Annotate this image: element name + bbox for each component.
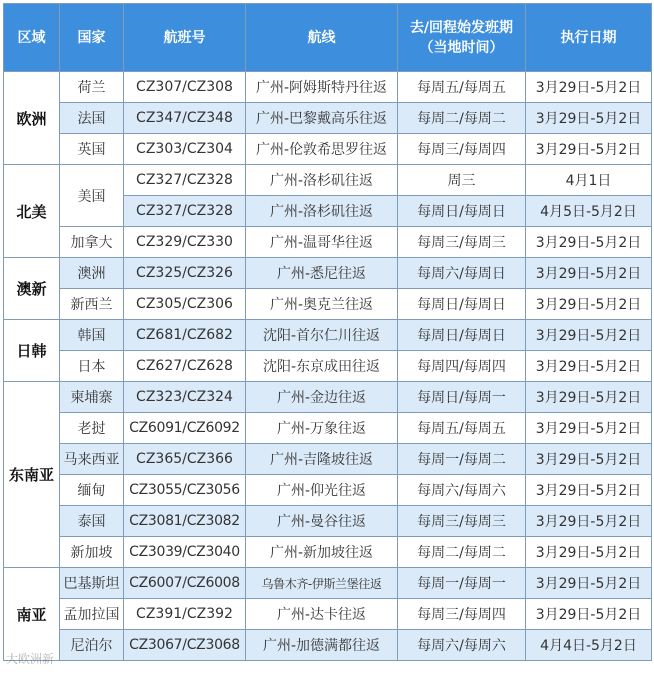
flight-cell: CZ307/CZ308 — [124, 72, 246, 103]
dates-cell: 3月29日-5月2日 — [526, 537, 652, 568]
flight-schedule-table — [3, 3, 652, 661]
country-cell: 日本 — [60, 351, 124, 382]
route-cell: 沈阳-东京成田往返 — [246, 351, 398, 382]
header-country: 国家 — [60, 4, 124, 72]
table-row — [4, 382, 652, 413]
country-cell: 泰国 — [60, 506, 124, 537]
country-cell: 孟加拉国 — [60, 599, 124, 630]
header-schedule-line2: （当地时间） — [419, 39, 504, 56]
schedule-cell: 每周六/每周六 — [398, 475, 526, 506]
header-region: 区域 — [4, 4, 60, 72]
country-cell: 英国 — [60, 134, 124, 165]
dates-cell: 3月29日-5月2日 — [526, 568, 652, 599]
flight-cell: CZ347/CZ348 — [124, 103, 246, 134]
schedule-cell: 每周日/每周日 — [398, 320, 526, 351]
schedule-cell: 周三 — [398, 165, 526, 196]
region-cell: 澳新 — [4, 258, 60, 320]
route-cell: 广州-阿姆斯特丹往返 — [246, 72, 398, 103]
region-cell: 南亚 — [4, 568, 60, 661]
schedule-cell: 每周日/每周日 — [398, 196, 526, 227]
schedule-cell: 每周六/每周日 — [398, 258, 526, 289]
country-cell: 荷兰 — [60, 72, 124, 103]
flight-cell: CZ305/CZ306 — [124, 289, 246, 320]
schedule-cell: 每周三/每周三 — [398, 506, 526, 537]
schedule-cell: 每周一/每周一 — [398, 568, 526, 599]
country-cell: 巴基斯坦 — [60, 568, 124, 599]
table-row — [4, 72, 652, 103]
schedule-cell: 每周三/每周四 — [398, 134, 526, 165]
flight-cell: CZ323/CZ324 — [124, 382, 246, 413]
dates-cell: 4月5日-5月2日 — [526, 196, 652, 227]
dates-cell: 3月29日-5月2日 — [526, 72, 652, 103]
route-cell: 广州-巴黎戴高乐往返 — [246, 103, 398, 134]
country-cell: 尼泊尔 — [60, 630, 124, 661]
dates-cell: 4月1日 — [526, 165, 652, 196]
flight-cell: CZ6091/CZ6092 — [124, 413, 246, 444]
country-cell: 加拿大 — [60, 227, 124, 258]
country-cell: 新加坡 — [60, 537, 124, 568]
country-cell: 柬埔寨 — [60, 382, 124, 413]
schedule-cell: 每周三/每周三 — [398, 227, 526, 258]
dates-cell: 3月29日-5月2日 — [526, 599, 652, 630]
table-row — [4, 506, 652, 537]
table-row — [4, 134, 652, 165]
dates-cell: 3月29日-5月2日 — [526, 506, 652, 537]
schedule-cell: 每周五/每周五 — [398, 413, 526, 444]
route-cell: 广州-吉隆坡往返 — [246, 444, 398, 475]
table-row — [4, 475, 652, 506]
flight-cell: CZ3081/CZ3082 — [124, 506, 246, 537]
schedule-cell: 每周日/每周一 — [398, 382, 526, 413]
schedule-cell: 每周五/每周五 — [398, 72, 526, 103]
flight-cell: CZ3055/CZ3056 — [124, 475, 246, 506]
flight-cell: CZ681/CZ682 — [124, 320, 246, 351]
schedule-cell: 每周日/每周日 — [398, 289, 526, 320]
route-cell: 广州-悉尼往返 — [246, 258, 398, 289]
header-flight: 航班号 — [124, 4, 246, 72]
route-cell: 广州-新加坡往返 — [246, 537, 398, 568]
country-cell: 法国 — [60, 103, 124, 134]
table-row — [4, 351, 652, 382]
header-schedule — [398, 4, 526, 72]
header-dates: 执行日期 — [526, 4, 652, 72]
flight-cell: CZ365/CZ366 — [124, 444, 246, 475]
flight-cell: CZ627/CZ628 — [124, 351, 246, 382]
schedule-cell: 每周四/每周四 — [398, 351, 526, 382]
route-cell: 乌鲁木齐-伊斯兰堡往返 — [246, 568, 398, 599]
dates-cell: 3月29日-5月2日 — [526, 103, 652, 134]
header-schedule-line1: 去/回程始发班期 — [409, 19, 514, 36]
region-cell: 东南亚 — [4, 382, 60, 568]
country-cell: 澳洲 — [60, 258, 124, 289]
flight-cell: CZ303/CZ304 — [124, 134, 246, 165]
schedule-cell: 每周六/每周六 — [398, 630, 526, 661]
table-row — [4, 258, 652, 289]
table-row — [4, 227, 652, 258]
schedule-cell: 每周二/每周二 — [398, 537, 526, 568]
schedule-cell: 每周一/每周二 — [398, 444, 526, 475]
flight-cell: CZ329/CZ330 — [124, 227, 246, 258]
route-cell: 广州-温哥华往返 — [246, 227, 398, 258]
dates-cell: 3月29日-5月2日 — [526, 134, 652, 165]
route-cell: 广州-奥克兰往返 — [246, 289, 398, 320]
route-cell: 广州-万象往返 — [246, 413, 398, 444]
region-cell: 北美 — [4, 165, 60, 258]
flight-cell: CZ327/CZ328 — [124, 196, 246, 227]
table-row — [4, 537, 652, 568]
table-row — [4, 165, 652, 196]
table-row — [4, 103, 652, 134]
header-row — [4, 4, 652, 72]
table-row — [4, 320, 652, 351]
watermark: 大欧洲新 — [6, 652, 55, 666]
route-cell: 广州-金边往返 — [246, 382, 398, 413]
route-cell: 沈阳-首尔仁川往返 — [246, 320, 398, 351]
region-cell: 欧洲 — [4, 72, 60, 165]
table-row — [4, 599, 652, 630]
flight-cell: CZ3039/CZ3040 — [124, 537, 246, 568]
region-cell: 日韩 — [4, 320, 60, 382]
flight-cell: CZ6007/CZ6008 — [124, 568, 246, 599]
route-cell: 广州-仰光往返 — [246, 475, 398, 506]
table-row — [4, 630, 652, 661]
header-route: 航线 — [246, 4, 398, 72]
flight-cell: CZ391/CZ392 — [124, 599, 246, 630]
dates-cell: 3月29日-5月2日 — [526, 258, 652, 289]
table-row — [4, 413, 652, 444]
country-cell: 美国 — [60, 165, 124, 227]
country-cell: 老挝 — [60, 413, 124, 444]
flight-cell: CZ3067/CZ3068 — [124, 630, 246, 661]
route-cell: 广州-达卡往返 — [246, 599, 398, 630]
dates-cell: 3月29日-5月2日 — [526, 320, 652, 351]
table-row — [4, 568, 652, 599]
dates-cell: 3月29日-5月2日 — [526, 444, 652, 475]
dates-cell: 4月4日-5月2日 — [526, 630, 652, 661]
dates-cell: 3月29日-5月2日 — [526, 475, 652, 506]
schedule-cell: 每周三/每周四 — [398, 599, 526, 630]
route-cell: 广州-曼谷往返 — [246, 506, 398, 537]
table-row — [4, 289, 652, 320]
country-cell: 韩国 — [60, 320, 124, 351]
flight-cell: CZ325/CZ326 — [124, 258, 246, 289]
route-cell: 广州-加德满都往返 — [246, 630, 398, 661]
dates-cell: 3月29日-5月2日 — [526, 351, 652, 382]
table-row — [4, 444, 652, 475]
flight-cell: CZ327/CZ328 — [124, 165, 246, 196]
dates-cell: 3月29日-5月2日 — [526, 227, 652, 258]
route-cell: 广州-洛杉矶往返 — [246, 165, 398, 196]
route-cell: 广州-伦敦希思罗往返 — [246, 134, 398, 165]
country-cell: 马来西亚 — [60, 444, 124, 475]
country-cell: 新西兰 — [60, 289, 124, 320]
dates-cell: 3月29日-5月2日 — [526, 382, 652, 413]
route-cell: 广州-洛杉矶往返 — [246, 196, 398, 227]
dates-cell: 3月29日-5月2日 — [526, 289, 652, 320]
country-cell: 缅甸 — [60, 475, 124, 506]
schedule-cell: 每周二/每周二 — [398, 103, 526, 134]
dates-cell: 3月29日-5月2日 — [526, 413, 652, 444]
